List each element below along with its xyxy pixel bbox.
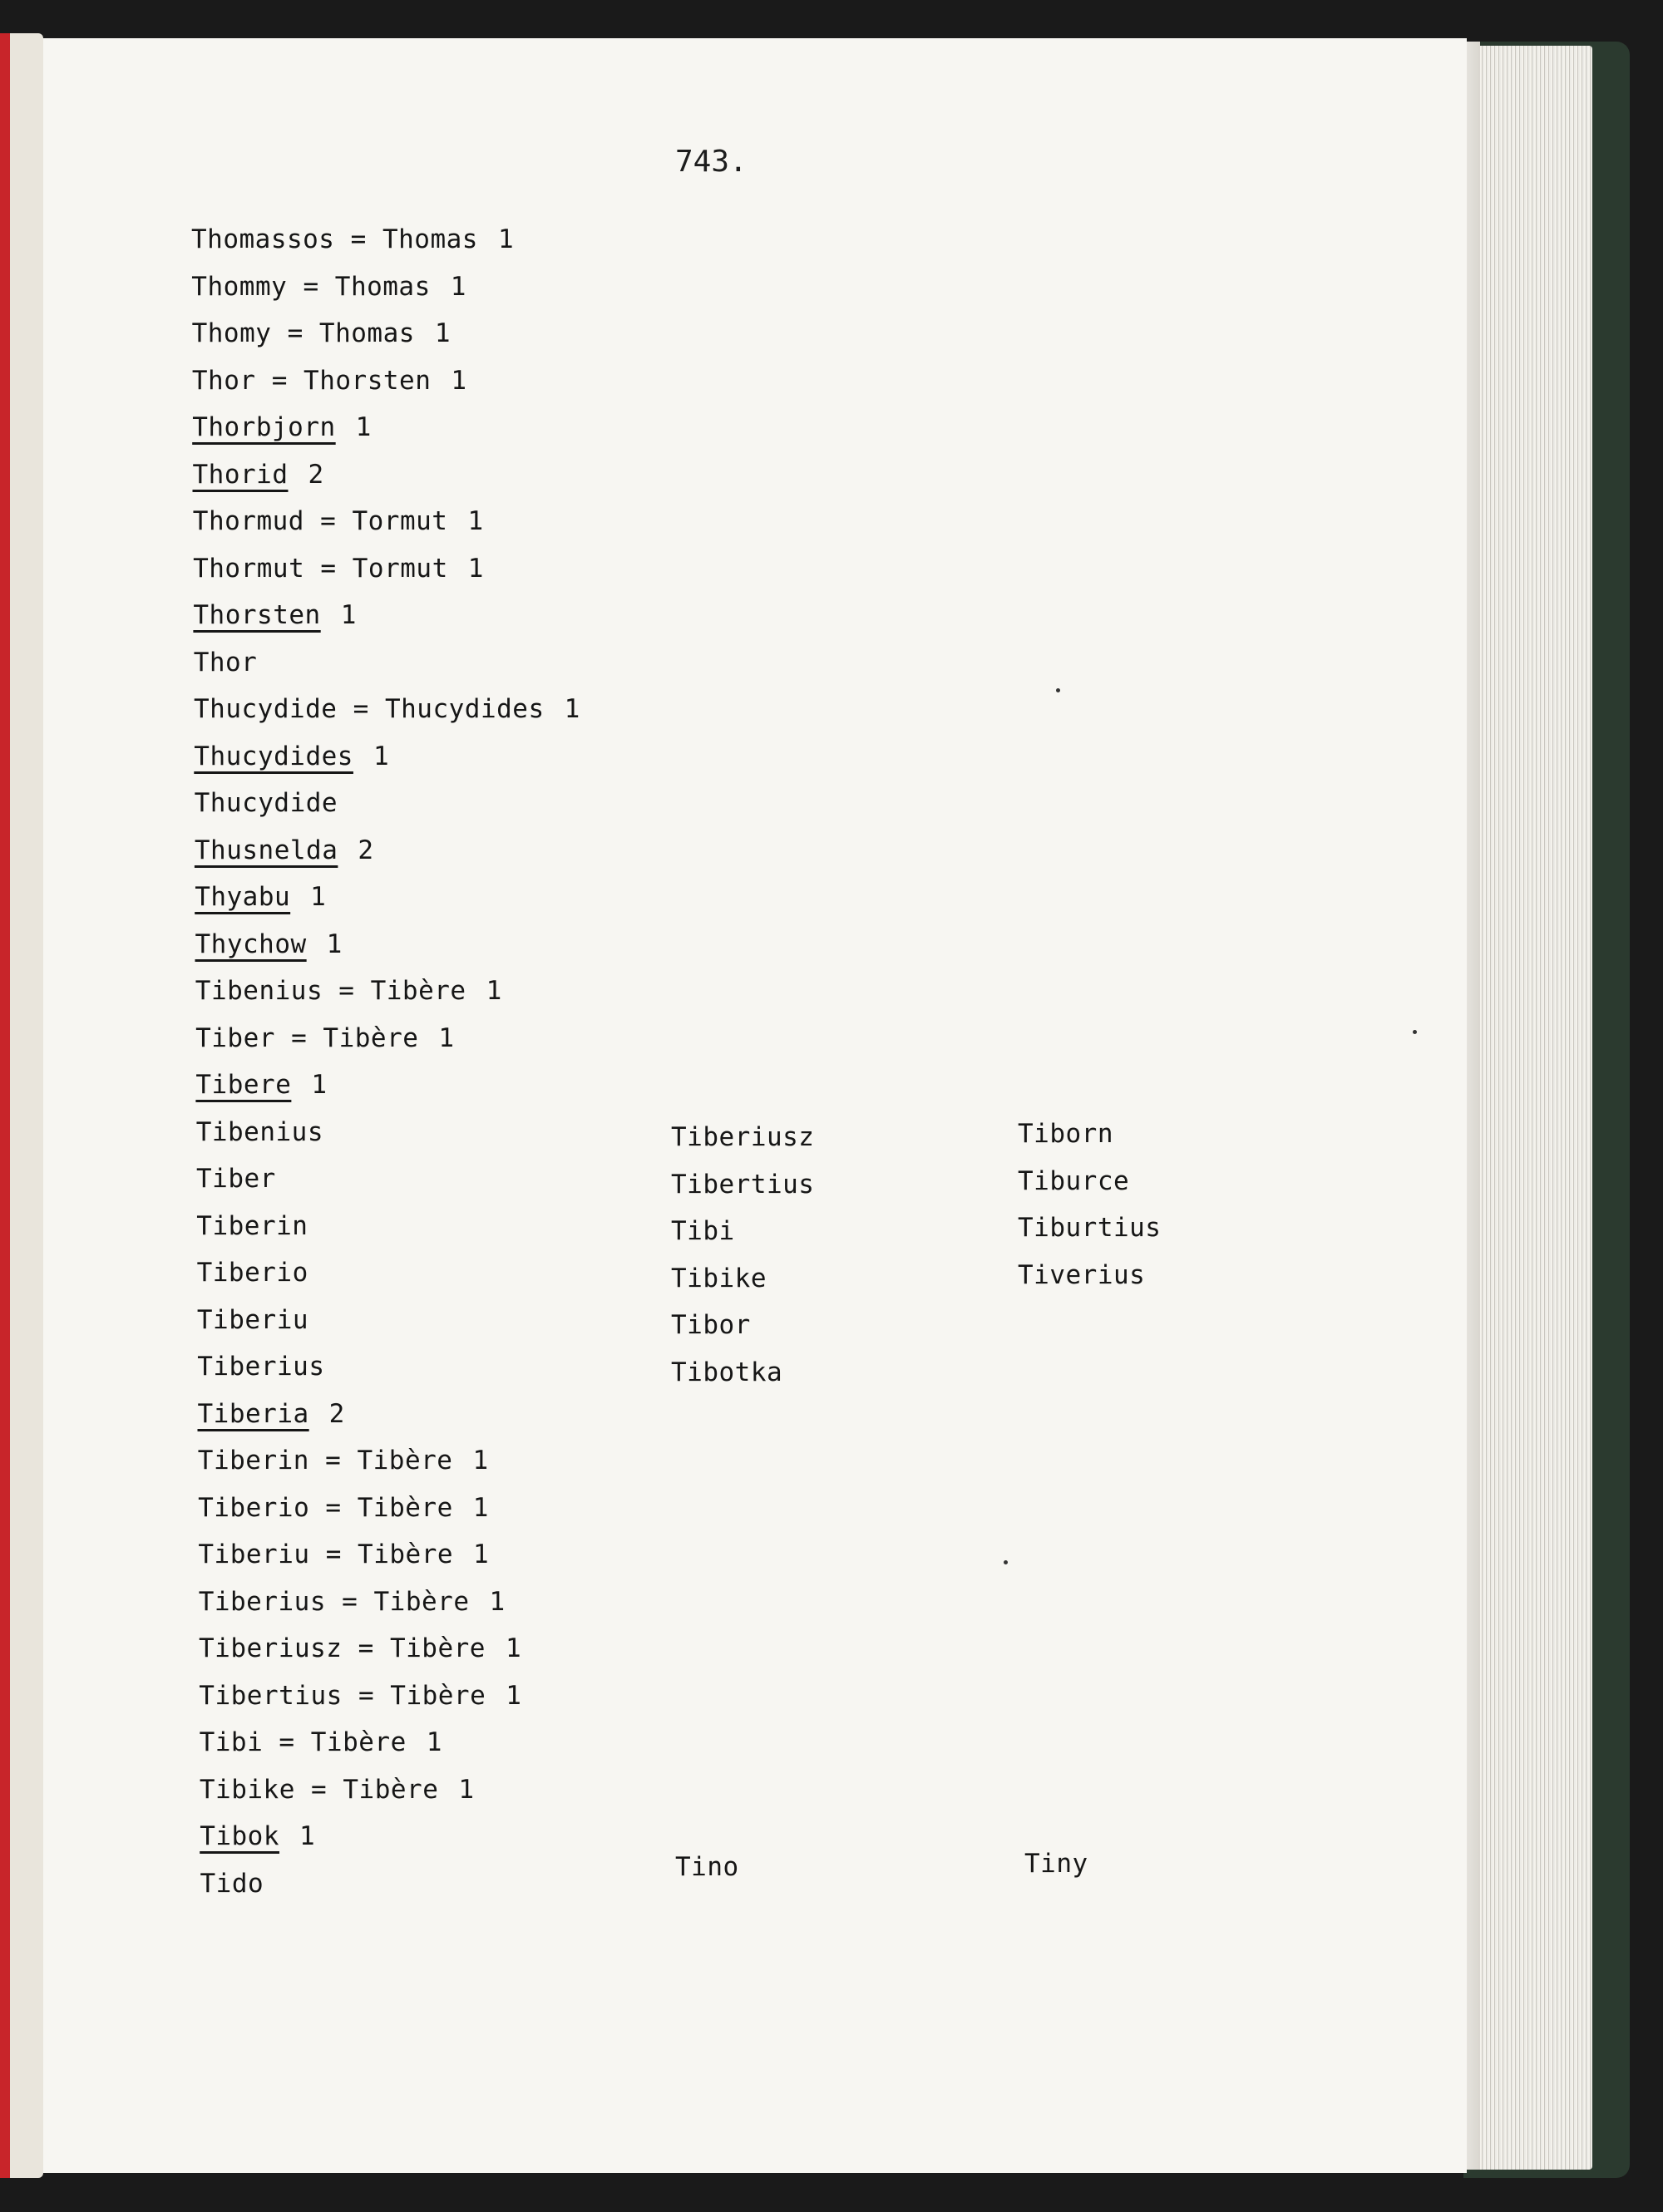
entry-target: Tibère [358,1540,454,1569]
column-3-item: Tiburce [1018,1165,1130,1196]
entry-line [197,1352,324,1382]
entry-name: Tiberiu [198,1540,310,1569]
entry-count: 1 [467,506,484,536]
entry-line [192,366,467,396]
entry-count: 1 [564,694,580,724]
entry-name: Thucydide [194,788,338,818]
entry-name: Tido [200,1868,264,1899]
entry-headword: Tibere [195,1070,292,1100]
entry-target: Tibère [370,976,466,1006]
entry-count: 1 [467,553,484,584]
entry-line [194,694,580,724]
entry-line [198,1399,345,1429]
entry-name: Tiberius [198,1586,326,1617]
equals-sign: = [326,1586,374,1617]
entry-target: Tibère [389,1633,486,1663]
entry-line [194,741,389,771]
entry-count: 1 [506,1680,522,1711]
entry-line [197,1305,308,1335]
entry-count: 1 [299,1821,316,1851]
column-2-item: Tibotka [671,1357,783,1387]
entry-line [192,318,451,348]
entry-name: Tiberin [196,1210,308,1241]
equals-sign: = [334,224,382,254]
equals-sign: = [263,1727,311,1757]
entry-line [198,1493,489,1523]
equals-sign: = [274,1022,323,1053]
equals-sign: = [308,1446,358,1475]
entry-count: 1 [486,976,502,1006]
entry-line [198,1446,489,1475]
entry-count: 1 [472,1446,489,1475]
equals-sign: = [309,1540,358,1569]
entry-target: Tibère [310,1727,407,1757]
entry-line [195,882,326,912]
column-2-item: Tibertius [671,1169,815,1200]
entry-line [199,1633,521,1663]
entry-line [198,1540,489,1569]
entry-name: Thomy [191,318,272,348]
entry-name: Tibenius [195,976,323,1006]
entry-name: Tiberius [197,1352,325,1382]
speck [1056,688,1060,692]
entry-headword: Thychow [195,929,307,959]
entry-name: Tiberiusz [199,1633,343,1663]
entry-target: Tibère [343,1774,439,1805]
entry-count: 1 [450,271,466,302]
speck [1004,1560,1008,1564]
entry-count: 1 [451,365,467,396]
entry-name: Thucydide [194,694,338,724]
entry-line [195,835,374,865]
entry-name: Thor [193,647,258,677]
entry-headword: Thorbjorn [192,412,336,442]
entry-target: Thucydides [384,694,545,724]
entry-target: Tibère [373,1586,470,1617]
column-2-item: Tibi [671,1216,735,1246]
column-3-item: Tiverius [1018,1259,1146,1290]
entry-line [196,1164,276,1194]
equals-sign: = [342,1633,390,1663]
entry-line [196,1211,308,1241]
entry-name: Tiberiu [196,1304,309,1335]
entry-line [191,272,466,302]
entry-line [193,506,484,536]
entry-name: Thommy [191,271,288,302]
entry-name: Thor [191,365,256,396]
entry-target: Thorsten [303,365,432,396]
entry-count: 1 [373,741,390,771]
entry-name: Tiberio [196,1258,308,1288]
entry-count: 1 [472,1492,489,1523]
entry-line [199,1681,521,1711]
entry-name: Tiber [196,1164,276,1194]
entry-count: 1 [340,600,357,630]
entry-line [197,1258,308,1288]
entry-line [200,1775,475,1805]
entry-target: Thomas [334,271,431,302]
entry-count: 1 [310,882,327,912]
entry-name: Tibike [199,1774,295,1805]
entry-name: Thormud [192,506,304,536]
entry-count: 2 [328,1398,345,1429]
book-left-cover [0,33,43,2178]
entry-count: 2 [358,835,374,865]
equals-sign: = [309,1492,358,1523]
entry-headword: Thorsten [193,600,321,630]
entry-name: Tibi [199,1727,264,1757]
last-row-col2: Tino [675,1852,739,1882]
page-edges [1468,46,1592,2170]
equals-sign: = [271,318,319,348]
entry-count: 1 [489,1586,506,1617]
entry-line [200,1869,264,1899]
entry-line [191,224,514,254]
column-3-item: Tiburtius [1018,1213,1162,1243]
entry-line [194,648,258,677]
entry-headword: Thucydides [194,741,353,771]
equals-sign: = [303,506,353,536]
entry-line [195,976,502,1006]
entry-headword: Thorid [192,459,289,490]
entry-line [193,600,356,630]
entry-headword: Thusnelda [194,835,338,865]
entry-count: 1 [473,1540,490,1569]
column-2-item: Tibike [671,1263,767,1293]
equals-sign: = [323,976,371,1006]
entry-target: Tormut [352,506,448,536]
entry-count: 1 [434,318,452,348]
column-2-item: Tibor [671,1310,751,1340]
entry-count: 1 [326,929,343,959]
equals-sign: = [255,365,304,396]
entry-count: 1 [426,1727,442,1757]
entry-count: 1 [438,1022,455,1053]
entry-name: Tiberin [197,1446,309,1475]
equals-sign: = [337,694,385,724]
entry-line [195,788,338,818]
entry-headword: Tibok [200,1821,280,1851]
column-3-item: Tiborn [1018,1119,1113,1149]
entry-line [195,929,343,959]
entry-name: Tibenius [195,1116,323,1147]
entry-headword: Thyabu [195,882,291,912]
entry-count: 1 [355,412,372,442]
entry-count: 1 [505,1633,522,1663]
book-page [43,38,1467,2173]
entry-name: Tibertius [199,1680,343,1711]
entry-name: Thormut [193,553,305,584]
last-row-col3: Tiny [1024,1849,1088,1879]
entry-line [193,460,324,490]
entry-target: Tibère [357,1492,453,1523]
entry-target: Thomas [382,224,478,254]
column-2-item: Tiberiusz [671,1122,815,1152]
entry-count: 1 [311,1070,328,1100]
entry-count: 2 [308,459,324,490]
entry-name: Thomassos [191,224,335,254]
entry-target: Thomas [318,318,415,348]
entry-line [200,1821,315,1851]
entry-count: 1 [497,224,515,254]
entry-name: Tiber [195,1022,275,1053]
entry-count: 1 [458,1774,475,1805]
entry-line [199,1587,506,1617]
equals-sign: = [342,1680,391,1711]
entry-line [196,1117,323,1147]
entry-line [193,554,484,584]
equals-sign: = [304,553,353,584]
entry-line [195,1070,327,1100]
speck [1413,1030,1417,1034]
entry-line [200,1727,442,1757]
entry-target: Tormut [352,553,448,584]
entry-line [195,1023,454,1053]
entry-target: Tibère [390,1680,486,1711]
entry-target: Tibère [323,1022,419,1053]
entry-name: Tiberio [198,1492,310,1523]
entry-target: Tibère [357,1446,453,1475]
equals-sign: = [287,271,335,302]
page-number: 743. [675,145,748,179]
entry-headword: Tiberia [197,1398,309,1429]
entry-line [192,412,372,442]
equals-sign: = [294,1774,343,1805]
